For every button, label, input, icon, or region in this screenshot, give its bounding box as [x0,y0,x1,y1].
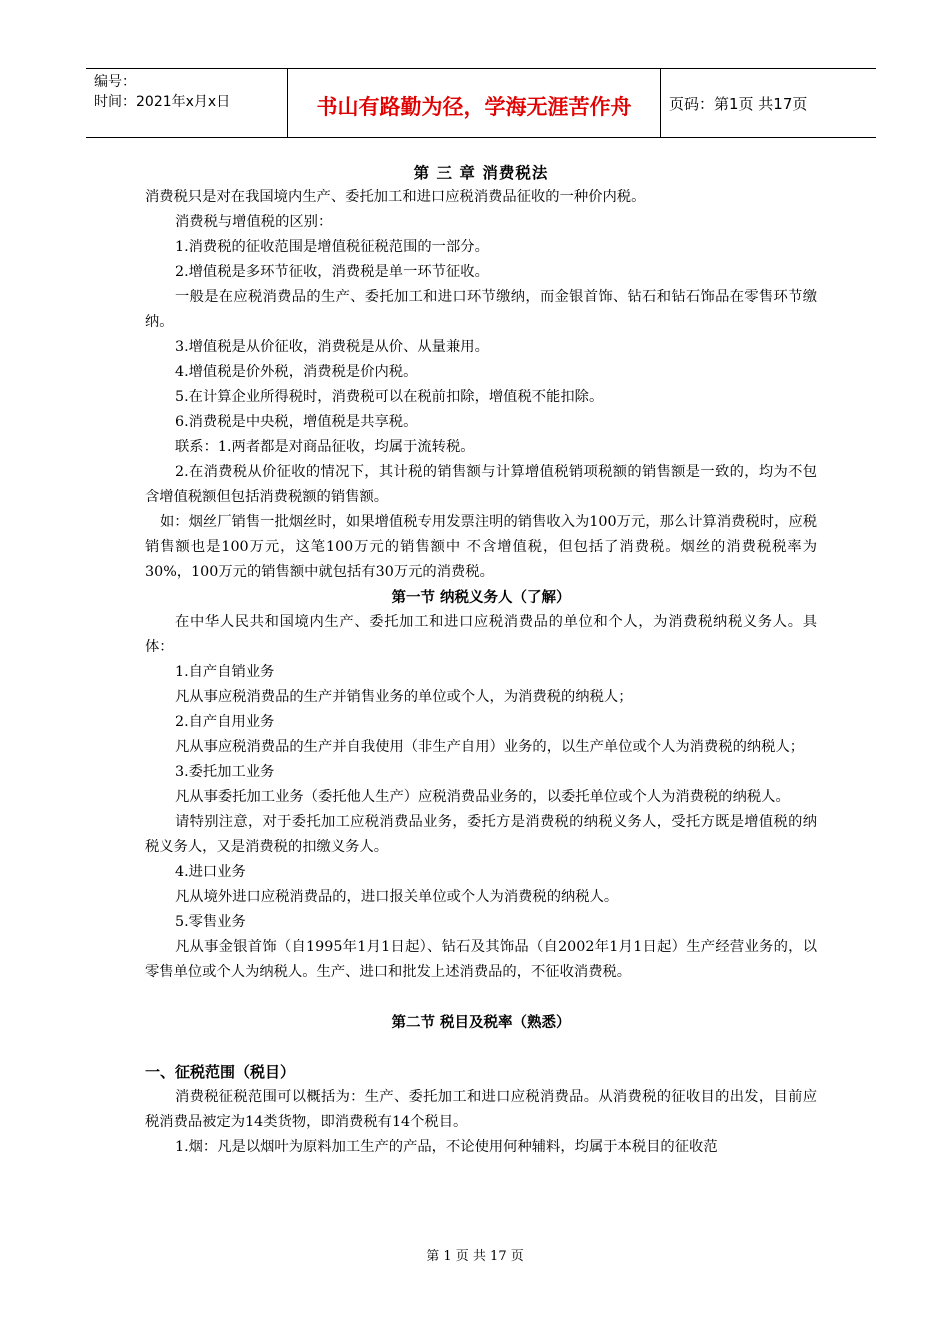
paragraph: 1.消费税的征收范围是增值税征税范围的一部分。 [175,239,489,255]
time-label: 时间：2021年x月x日 [94,94,231,110]
page-footer: 第 1 页 共 17 页 [426,1249,524,1264]
paragraph: 凡从事应税消费品的生产并销售业务的单位或个人，为消费税的纳税人； [175,689,633,705]
document-header [86,68,876,138]
paragraph: 在中华人民共和国境内生产、委托加工和进口应税消费品的单位和个人，为消费税纳税义务人。具体： [145,614,817,655]
header-motto-cell [288,69,661,137]
section-title: 第二节 税目及税率（熟悉） [391,1014,571,1031]
paragraph: 2.自产自用业务 [175,714,275,730]
header-motto: 书山有路勤为径，学海无涯苦作舟 [316,95,632,119]
header-meta-cell [86,69,288,137]
paragraph: 3.增值税是从价征收，消费税是从价、从量兼用。 [175,339,489,355]
paragraph: 凡从境外进口应税消费品的，进口报关单位或个人为消费税的纳税人。 [175,889,619,905]
paragraph: 5.零售业务 [175,914,246,930]
paragraph: 1.自产自销业务 [175,664,275,680]
paragraph: 如：烟丝厂销售一批烟丝时，如果增值税专用发票注明的销售收入为100万元，那么计算消费税时，应税销售额也是100万元，这笔100万元的销售额中 不含增值税，但包括了消费税。烟丝的消费税税率为30%，100万元的销售额中就包括有30万元的消费税。 [145,514,817,580]
paragraph: 一般是在应税消费品的生产、委托加工和进口环节缴纳，而金银首饰、钻石和钻石饰品在零售环节缴纳。 [145,289,817,330]
header-page-code: 页码：第1页 共17页 [669,95,808,113]
paragraph: 5.在计算企业所得税时，消费税可以在税前扣除，增值税不能扣除。 [175,389,604,405]
paragraph: 6.消费税是中央税，增值税是共享税。 [175,414,418,430]
paragraph: 联系：1.两者都是对商品征收，均属于流转税。 [175,439,475,455]
header-page-cell [661,69,876,137]
subsection-title: 一、征税范围（税目） [145,1063,296,1081]
paragraph: 凡从事金银首饰（自1995年1月1日起）、钻石及其饰品（自2002年1月1日起）生产经营业务的，以零售单位或个人为纳税人。生产、进口和批发上述消费品的，不征收消费税。 [145,939,817,980]
paragraph: 消费税征税范围可以概括为：生产、委托加工和进口应税消费品。从消费税的征收目的出发，目前应税消费品被定为14类货物，即消费税有14个税目。 [145,1089,817,1130]
paragraph: 请特别注意，对于委托加工应税消费品业务，委托方是消费税的纳税义务人，受托方既是增值税的纳税义务人，又是消费税的扣缴义务人。 [145,814,817,855]
document-body [145,160,817,1160]
paragraph: 1.烟：凡是以烟叶为原料加工生产的产品，不论使用何种辅料，均属于本税目的征收范 [175,1139,718,1155]
paragraph: 2.在消费税从价征收的情况下，其计税的销售额与计算增值税销项税额的销售额是一致的，均为不包含增值税额但包括消费税额的销售额。 [145,464,817,505]
paragraph: 3.委托加工业务 [175,764,275,780]
paragraph: 4.进口业务 [175,864,246,880]
paragraph: 凡从事应税消费品的生产并自我使用（非生产自用）业务的，以生产单位或个人为消费税的纳税人； [175,739,805,755]
paragraph: 4.增值税是价外税，消费税是价内税。 [175,364,418,380]
chapter-title: 第 三 章 消费税法 [413,163,549,182]
paragraph: 2.增值税是多环节征收，消费税是单一环节征收。 [175,264,489,280]
serial-label: 编号： [94,74,136,90]
section-title: 第一节 纳税义务人（了解） [391,589,571,606]
paragraph: 消费税与增值税的区别： [175,214,333,230]
paragraph: 消费税只是对在我国境内生产、委托加工和进口应税消费品征收的一种价内税。 [145,189,646,205]
paragraph: 凡从事委托加工业务（委托他人生产）应税消费品业务的，以委托单位或个人为消费税的纳税人。 [175,789,790,805]
